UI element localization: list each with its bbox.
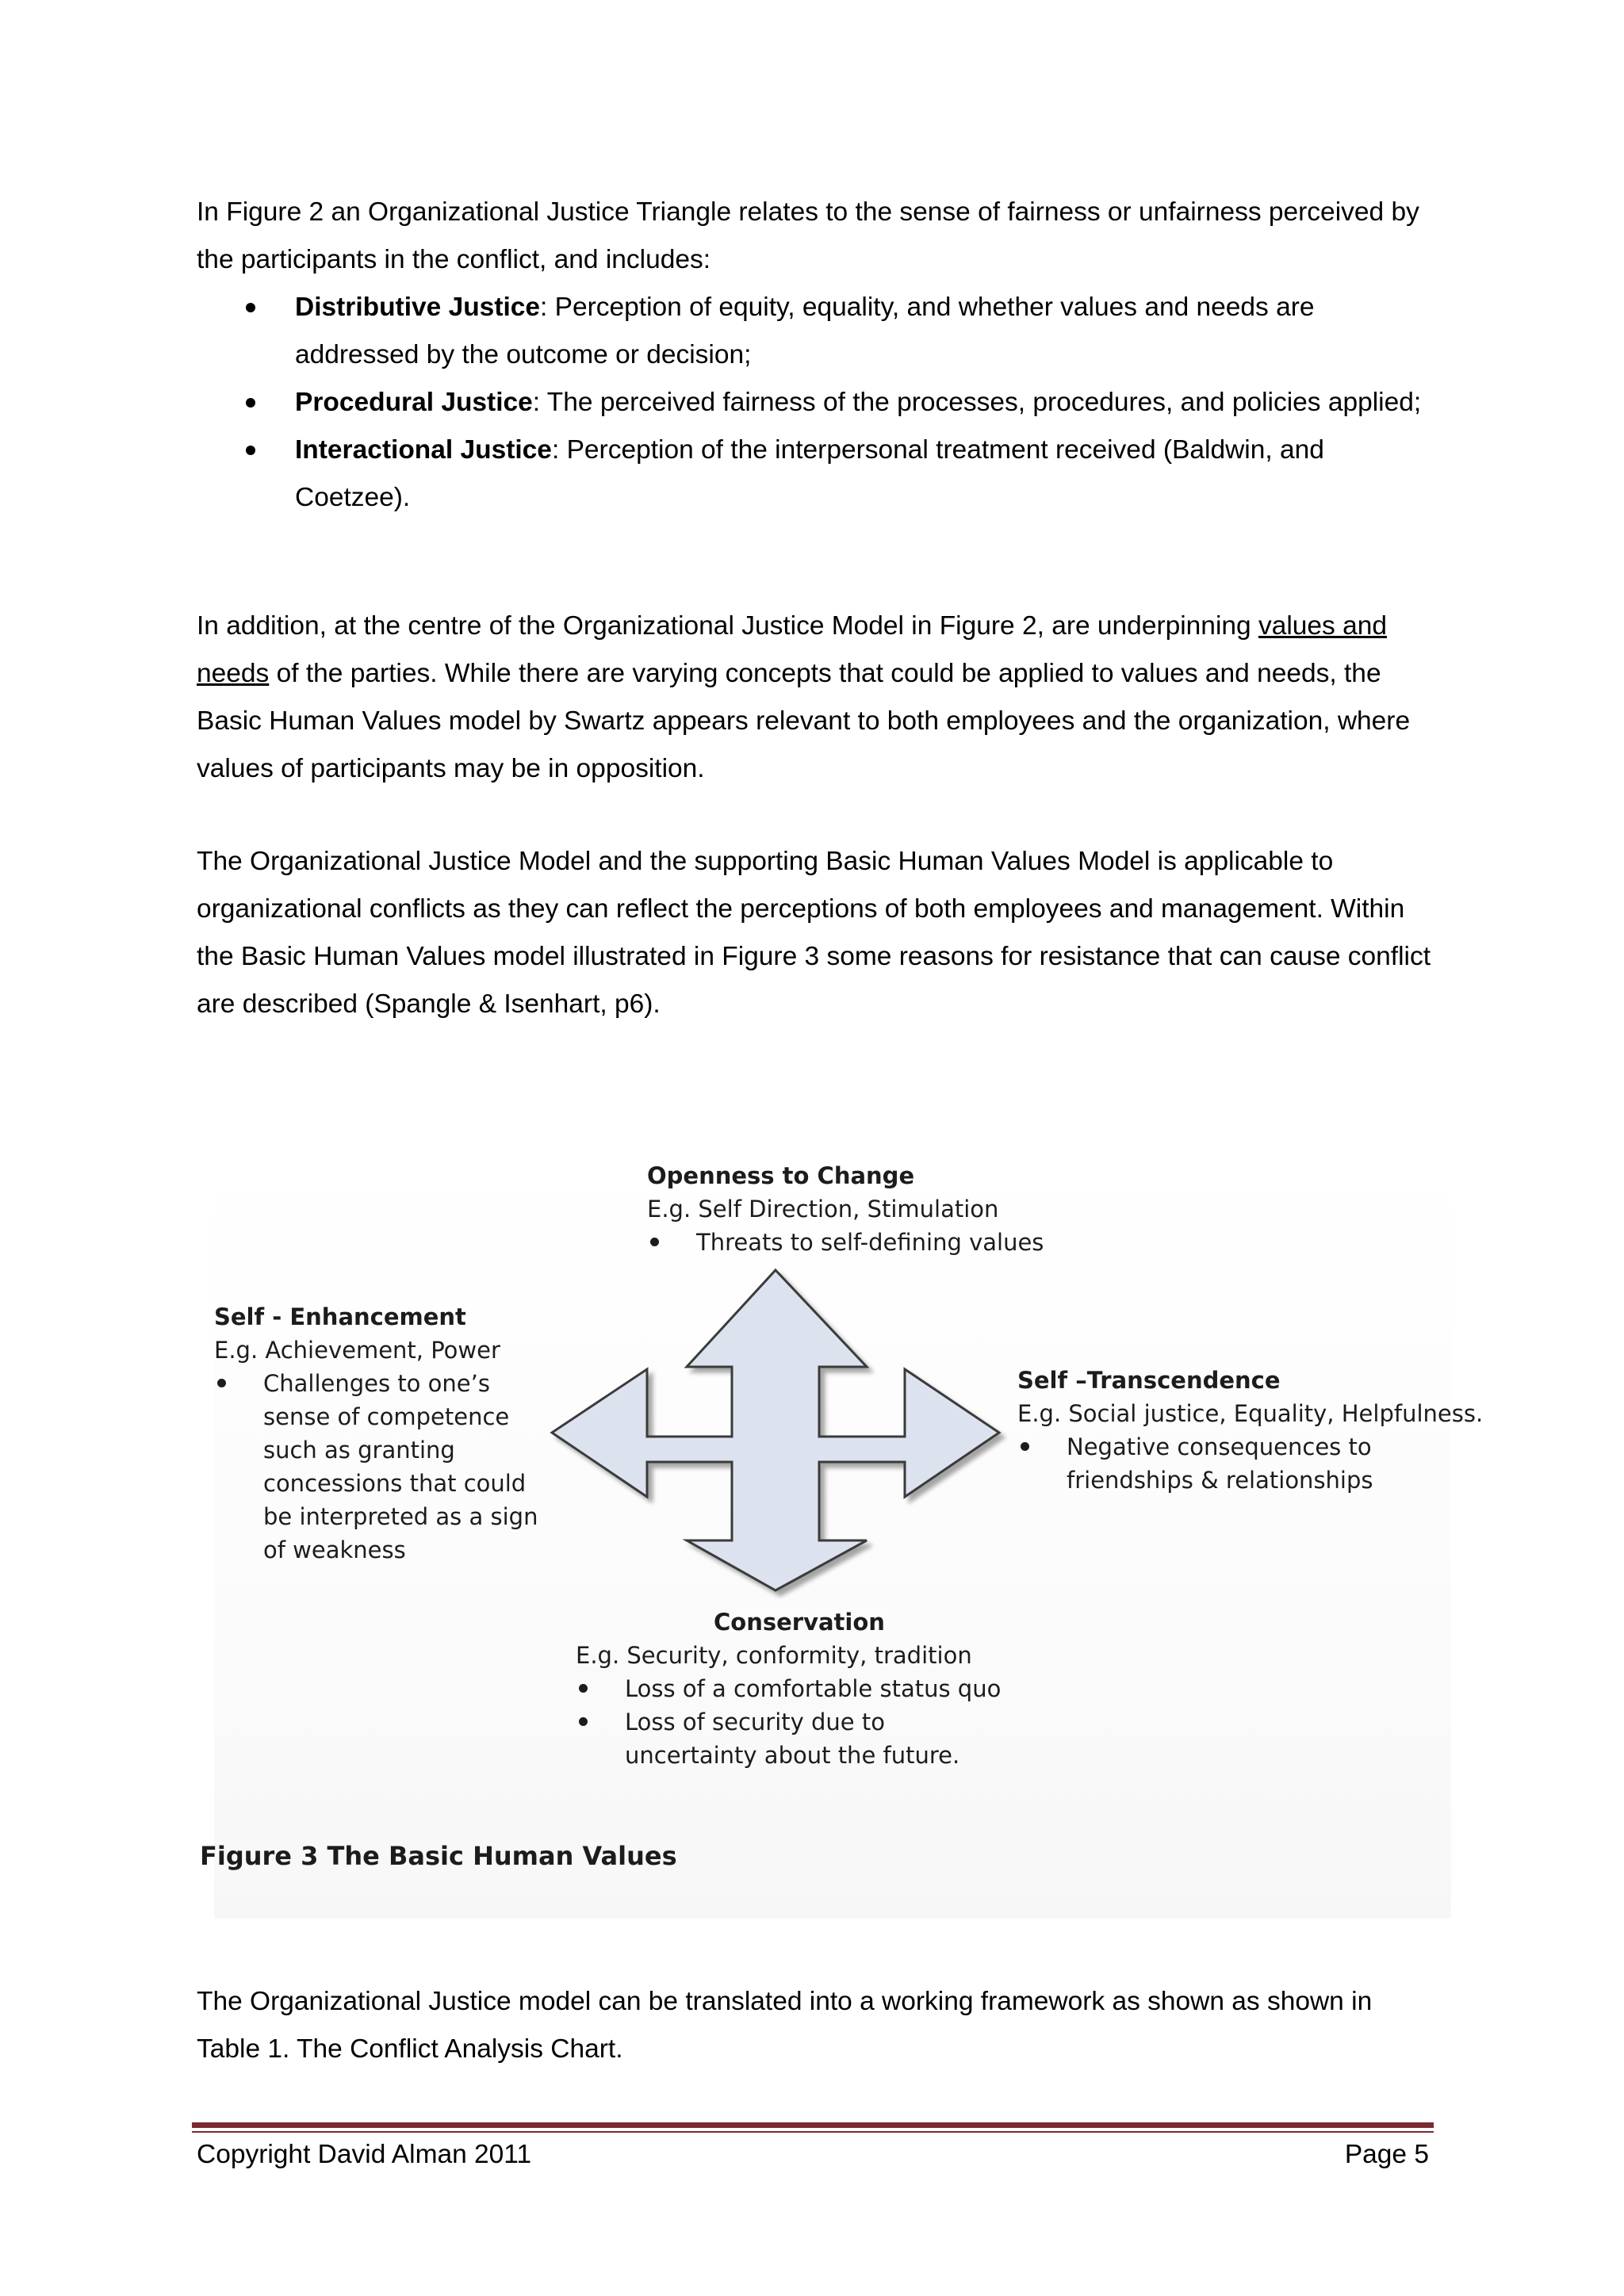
arrow-shape [552,1270,999,1590]
footer-divider-thin [192,2131,1434,2133]
openness-heading: Openness to Change [647,1162,915,1189]
bullet-term: Interactional Justice [295,435,552,465]
page-number: Page 5 [1344,2140,1429,2169]
conservation-example: E.g. Security, conformity, tradition [576,1642,972,1669]
bullet-term: Distributive Justice [295,293,541,322]
list-item: Challenges to one’s sense of competence such as granting concessions that could be interpreted as a sign of weakness [214,1367,547,1567]
footer-copyright: Copyright David Alman 2011 [197,2140,532,2169]
footer-divider [192,2122,1434,2128]
list-item: Negative consequences to friendships & relationships [1017,1430,1384,1497]
values-underlined: values and needs [197,611,1387,688]
intro-text: In Figure 2 an Organizational Justice Triangle relates to the sense of fairness or unfairness perceived by the participants in the conflict, and includes: [197,197,1419,274]
openness-example: E.g. Self Direction, Stimulation [647,1196,999,1223]
values-text-after: of the parties. While there are varying concepts that could be applied to values and needs, the Basic Human Values model by Swartz appears relevant to both employees and the organization, where values of participants may be in opposition. [197,659,1411,783]
list-item: Loss of security due to uncertainty about the future. [576,1705,974,1772]
framework-text: The Organizational Justice model can be translated into a working framework as shown as shown in Table 1. The Conflict Analysis Chart. [197,1987,1373,2064]
conservation-block [576,1605,1020,1772]
enhancement-heading: Self - Enhancement [214,1303,466,1330]
transcendence-heading: Self –Transcendence [1017,1367,1281,1394]
list-item: Loss of a comfortable status quo [576,1672,1020,1705]
enhancement-example: E.g. Achievement, Power [214,1337,500,1364]
list-item: Threats to self-defining values [647,1226,1044,1259]
bullet-text: : Perception of equity, equality, and whether values and needs are addressed by the outcome or decision; [295,293,1315,369]
figure-caption: Figure 3 The Basic Human Values [200,1841,677,1871]
values-text-before: In addition, at the centre of the Organizational Justice Model in Figure 2, are underpinning [197,611,1258,641]
bullet-text: : The perceived fairness of the processes, procedures, and policies applied; [532,388,1422,417]
framework-paragraph [197,1978,1434,2073]
transcendence-example: E.g. Social justice, Equality, Helpfulness. [1017,1400,1484,1427]
openness-block [647,1159,1044,1259]
self-transcendence-block [1017,1364,1484,1497]
conservation-heading: Conservation [714,1609,885,1636]
bullet-term: Procedural Justice [295,388,533,417]
bullet-text: : Perception of the interpersonal treatment received (Baldwin, and Coetzee). [295,435,1324,512]
self-enhancement-block [214,1300,547,1567]
model-text: The Organizational Justice Model and the supporting Basic Human Values Model is applicable to organizational conflicts as they can reflect the perceptions of both employees and management. Within the Basic Human Values model illustrated in Figure 3 some reasons for resistance that can cause conflict are described (Spangle & Isenhart, p6). [197,847,1431,1019]
